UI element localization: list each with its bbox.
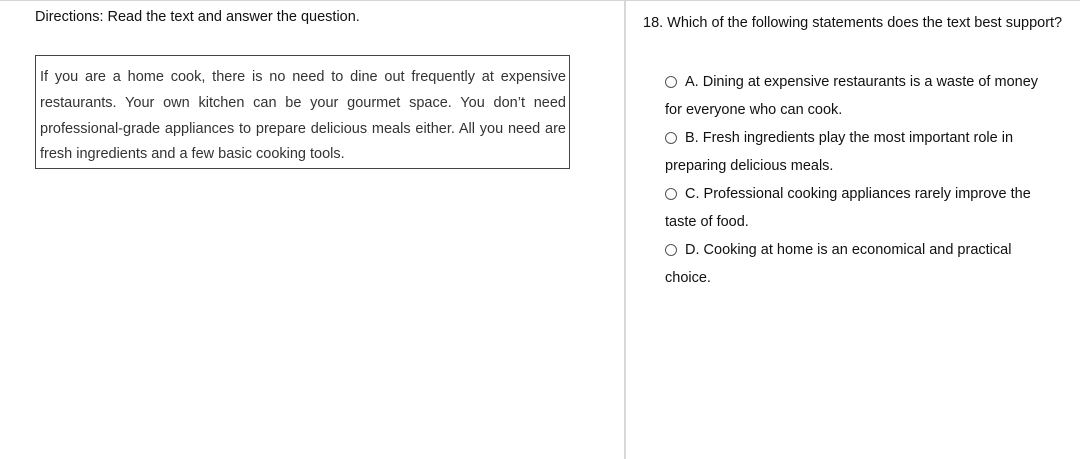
- option-b-label-continued: preparing delicious meals.: [665, 158, 834, 174]
- option-c[interactable]: [665, 180, 1065, 236]
- passage-text: If you are a home cook, there is no need to dine out frequently at expensive restaurants. Your own kitchen can be your gourmet space. You don’t need professional-grade appliances to prepare delicious meals either. All you need are fresh ingredients and a few basic cooking tools.: [40, 69, 566, 163]
- option-d-label-continued: choice.: [665, 270, 711, 286]
- option-a-label-continued: for everyone who can cook.: [665, 102, 843, 118]
- option-c-label-continued: taste of food.: [665, 214, 749, 230]
- radio-button-icon[interactable]: [665, 188, 677, 200]
- option-b-label: B. Fresh ingredients play the most important role in: [685, 130, 1014, 146]
- passage-pane: [0, 1, 624, 459]
- option-a[interactable]: [665, 68, 1065, 124]
- option-d[interactable]: [665, 236, 1065, 292]
- passage-box: [35, 55, 570, 169]
- option-d-label: D. Cooking at home is an economical and practical: [685, 242, 1012, 258]
- radio-button-icon[interactable]: [665, 244, 677, 256]
- radio-button-icon[interactable]: [665, 132, 677, 144]
- option-b[interactable]: [665, 124, 1065, 180]
- option-a-label: A. Dining at expensive restaurants is a waste of money: [685, 74, 1039, 90]
- directions-text: Directions: Read the text and answer the question.: [35, 9, 360, 25]
- question-text: 18. Which of the following statements does the text best support?: [643, 15, 1063, 31]
- answer-options: [665, 68, 1065, 292]
- radio-button-icon[interactable]: [665, 76, 677, 88]
- option-c-label: C. Professional cooking appliances rarely improve the: [685, 186, 1031, 202]
- question-pane: [626, 1, 1080, 459]
